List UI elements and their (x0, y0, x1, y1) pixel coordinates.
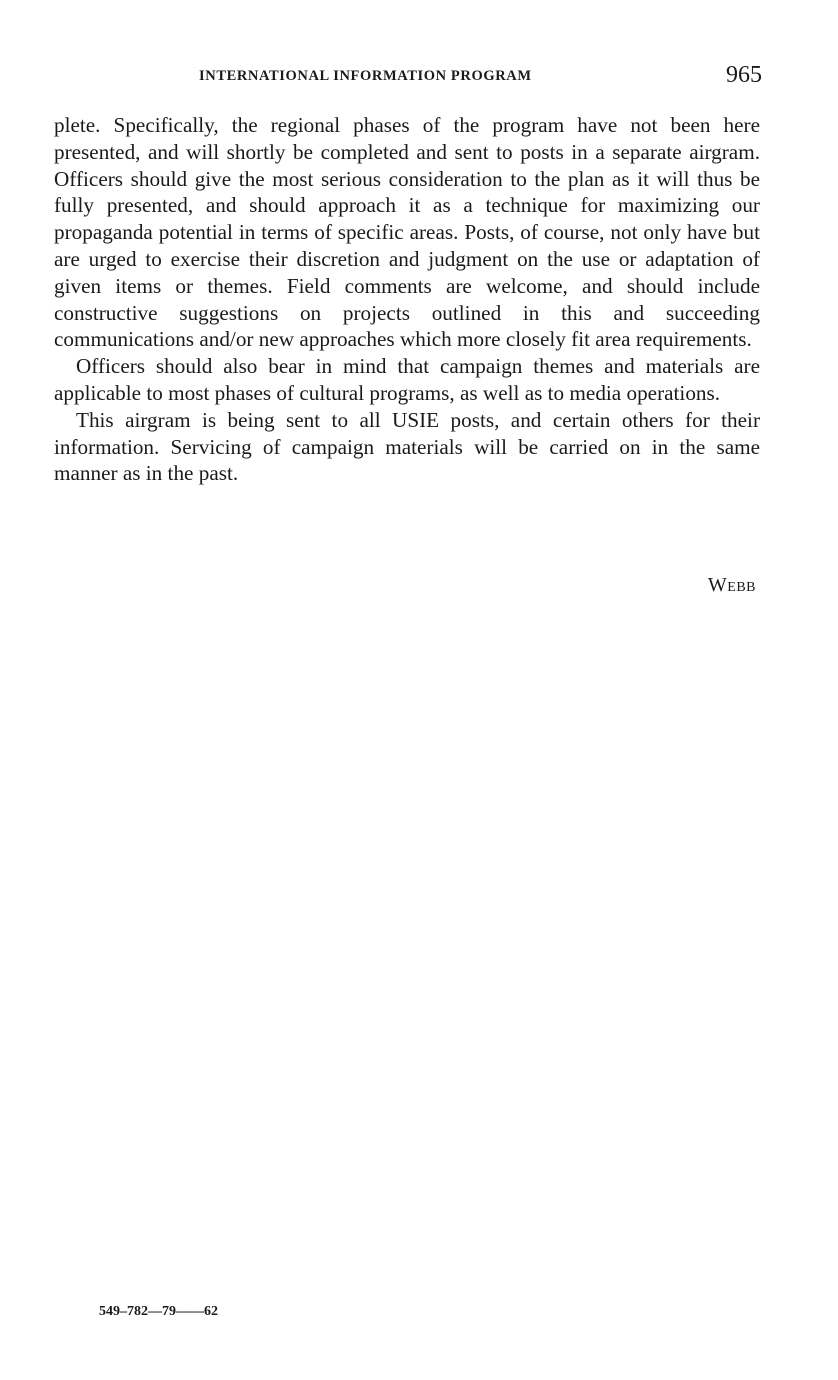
running-title: INTERNATIONAL INFORMATION PROGRAM (199, 68, 532, 84)
paragraph-campaign-themes: Officers should also bear in mind that campaign themes and materials are applicable to most phases of cultural programs, as well as to media operations. (54, 354, 760, 405)
paragraph-continued: plete. Specifically, the regional phases of the program have not been here presented, and will shortly be completed and sent to posts in a separate airgram. Officers should give the most serious consideration to the plan as it will thus be fully presented, and should approach it as a technique for maximizing our propaganda potential in terms of specific areas. Posts, of course, not only have but are urged to exercise their discretion and judgment on the use or adaptation of given items or themes. Field comments are welcome, and should include constructive suggestions on projects outlined in this and succeeding communications and/or new approaches which more closely fit area requirements. (54, 113, 760, 352)
running-head (54, 64, 760, 96)
body-text (54, 112, 760, 487)
page-number: 965 (726, 62, 762, 88)
print-code: 549–782—79——62 (99, 1304, 218, 1319)
document-page (54, 0, 760, 1380)
paragraph-distribution: This airgram is being sent to all USIE posts, and certain others for their information. Servicing of campaign materials will be carried on in the same manner as in the past. (54, 407, 760, 486)
signature: Webb (707, 574, 756, 596)
